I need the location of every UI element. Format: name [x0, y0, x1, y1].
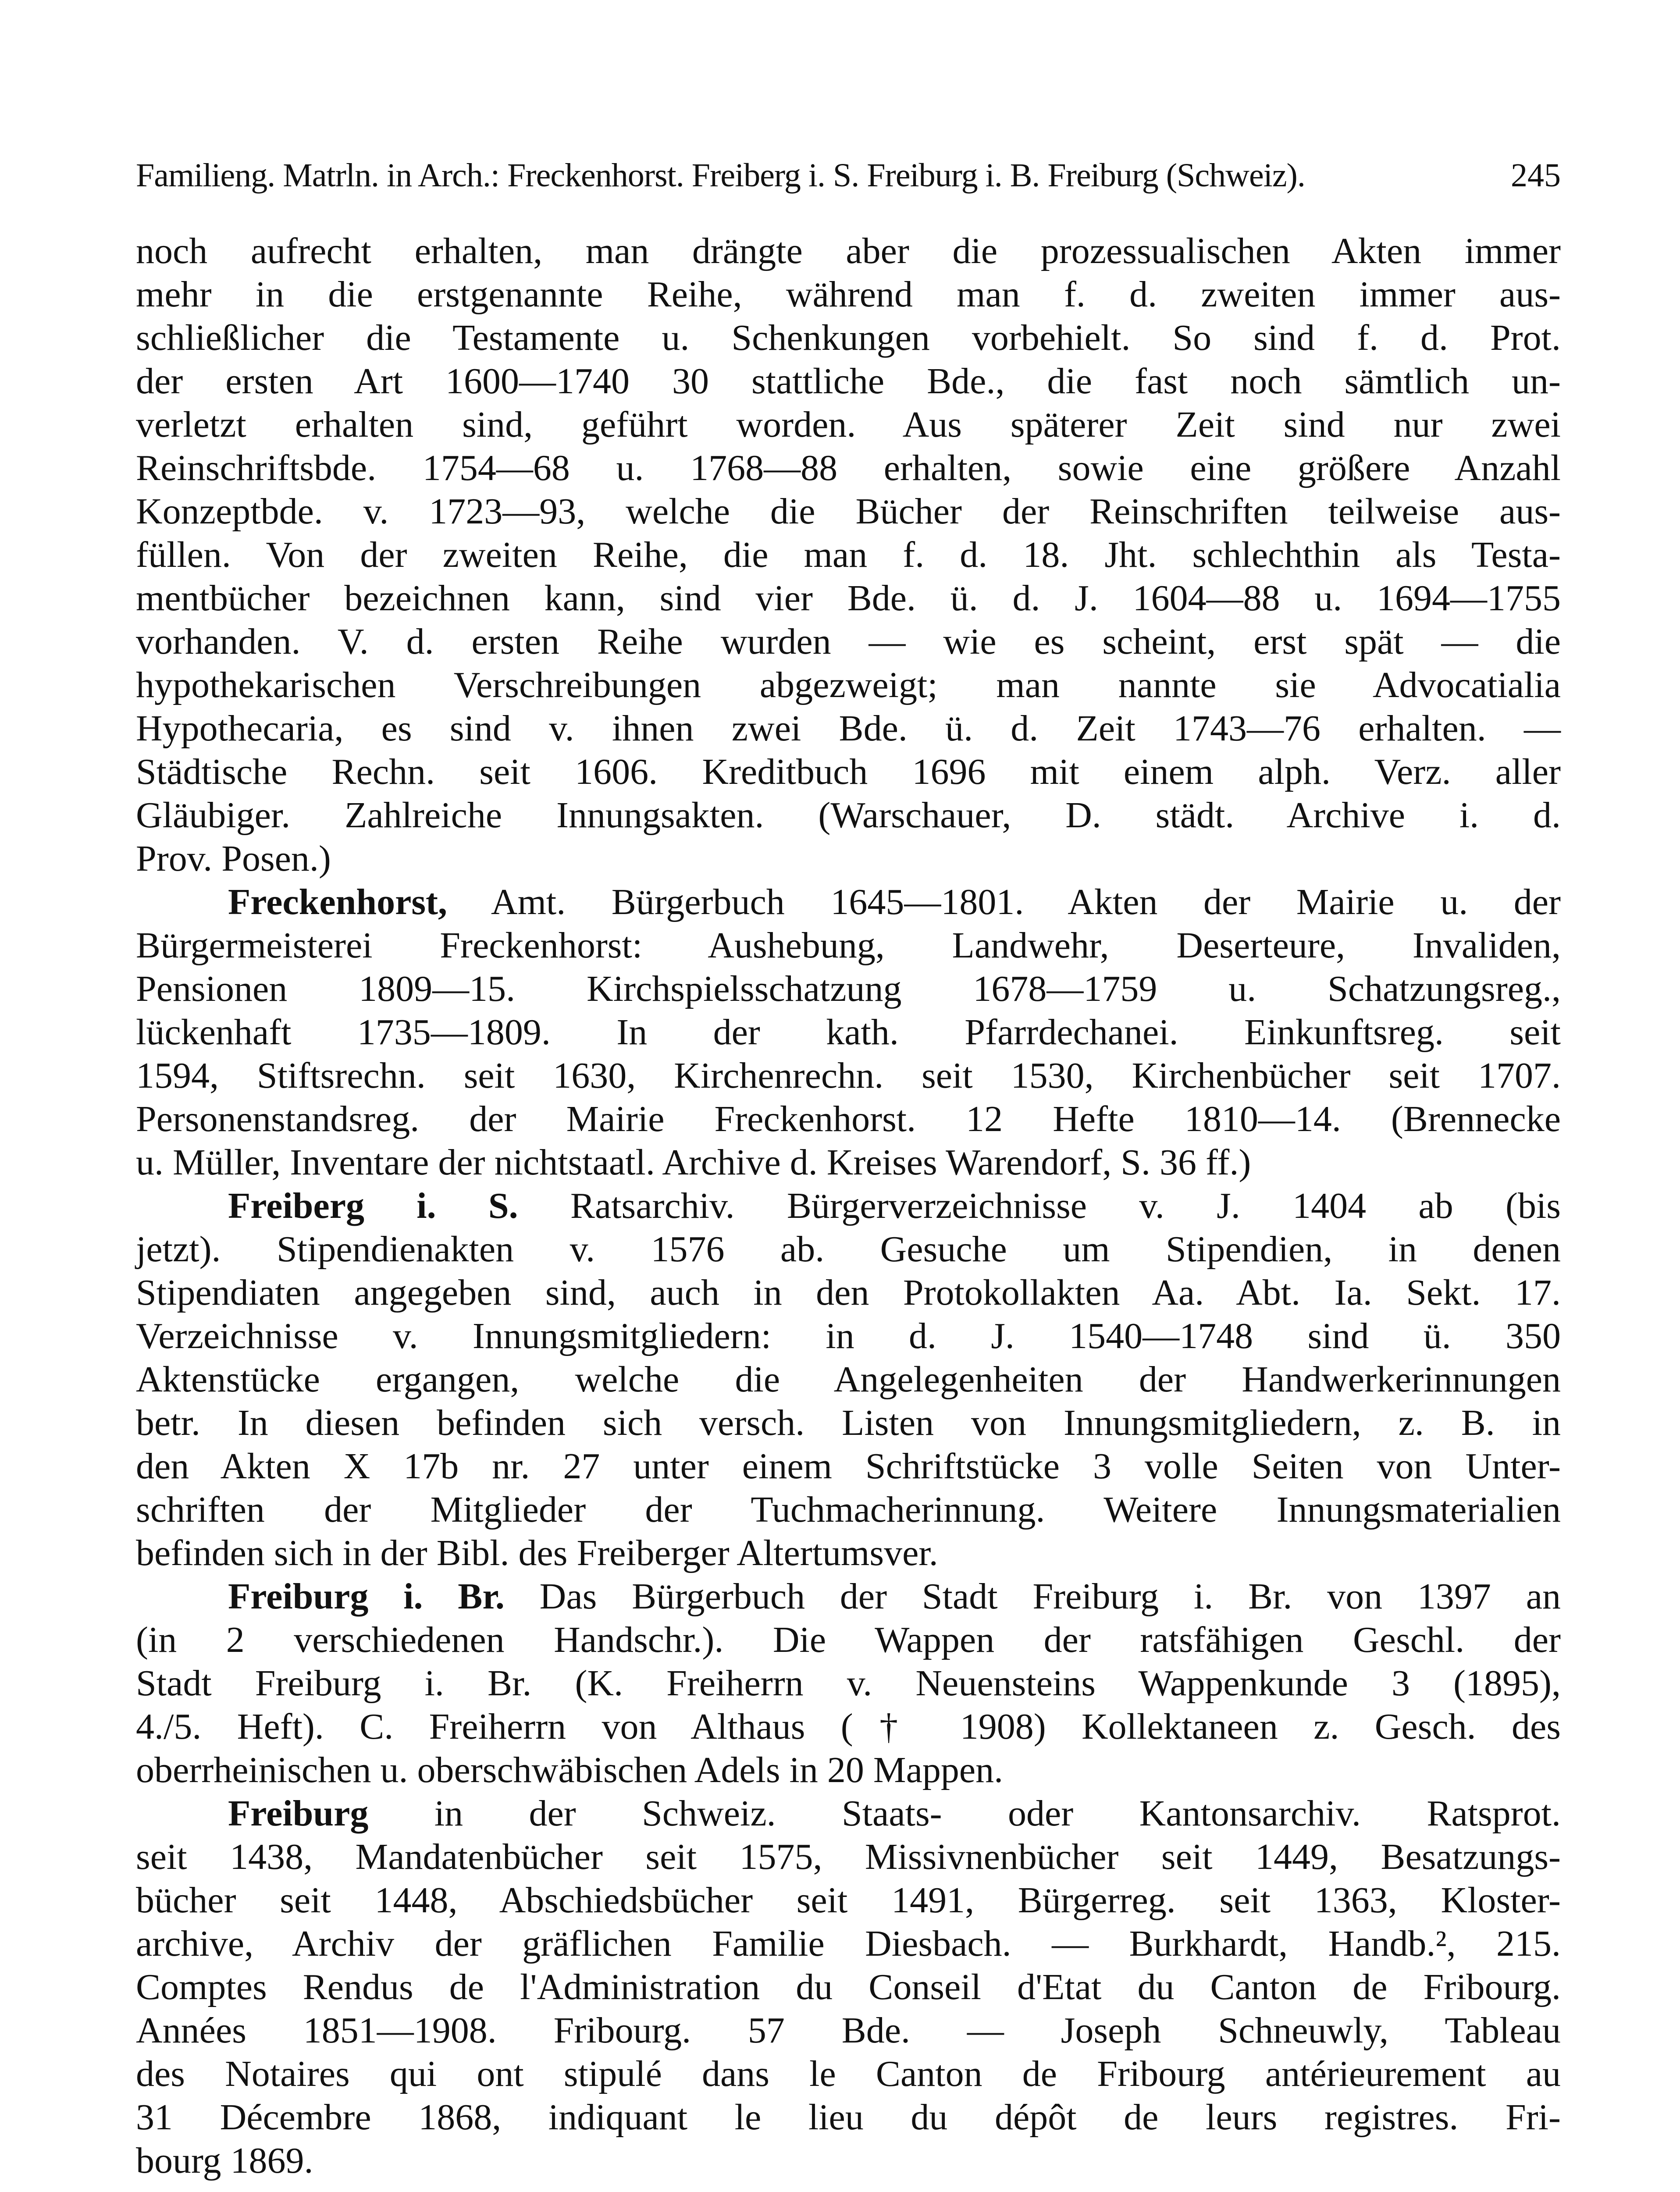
line-text: Personenstandsreg. der Mairie Freckenhorst. 12 Hefte 1810—14. (Brennecke: [136, 1099, 1561, 1139]
text-line: [136, 1965, 1561, 2009]
line-text: Aktenstücke ergangen, welche die Angelegenheiten der Handwerkerinnungen: [136, 1359, 1561, 1400]
text-line: [136, 1835, 1561, 1879]
line-text: den Akten X 17b nr. 27 unter einem Schriftstücke 3 volle Seiten von Unter-: [136, 1446, 1561, 1487]
line-text: mehr in die erstgenannte Reihe, während man f. d. zweiten immer aus-: [136, 274, 1561, 315]
text-line: [136, 1011, 1561, 1054]
text-line: [136, 576, 1561, 620]
text-line: [136, 1792, 1561, 1835]
text-line: [136, 707, 1561, 750]
line-text: Gläubiger. Zahlreiche Innungsakten. (Warschauer, D. städt. Archive i. d.: [136, 795, 1561, 836]
text-line: [136, 316, 1561, 359]
line-text: archive, Archiv der gräflichen Familie Diesbach. — Burkhardt, Handb.², 215.: [136, 1923, 1561, 1964]
paragraph: [136, 1575, 1561, 1792]
line-text: Amt. Bürgerbuch 1645—1801. Akten der Mairie u. der: [447, 882, 1561, 922]
text-line: [136, 229, 1561, 273]
line-text: bourg 1869.: [136, 2140, 313, 2181]
text-line: [136, 1575, 1561, 1618]
text-line: [136, 1314, 1561, 1358]
entry-heading: Freiburg: [228, 1793, 369, 1834]
line-text: seit 1438, Mandatenbücher seit 1575, Missivnenbücher seit 1449, Besatzungs-: [136, 1836, 1561, 1877]
text-line: [136, 2139, 1561, 2182]
line-text: in der Schweiz. Staats- oder Kantonsarchiv. Ratsprot.: [368, 1793, 1561, 1834]
entry-heading: Freiburg i. Br.: [228, 1576, 505, 1617]
line-text: der ersten Art 1600—1740 30 stattliche Bde., die fast noch sämtlich un-: [136, 361, 1561, 402]
text-line: [136, 1054, 1561, 1097]
line-text: Das Bürgerbuch der Stadt Freiburg i. Br. von 1397 an: [504, 1576, 1561, 1617]
line-text: mentbücher bezeichnen kann, sind vier Bde. ü. d. J. 1604—88 u. 1694—1755: [136, 578, 1561, 619]
page-number: 245: [1511, 157, 1561, 194]
paragraph: [136, 1184, 1561, 1575]
text-line: [136, 490, 1561, 533]
text-line: [136, 794, 1561, 837]
line-text: Hypothecaria, es sind v. ihnen zwei Bde. ü. d. Zeit 1743—76 erhalten. —: [136, 708, 1561, 749]
text-line: [136, 1748, 1561, 1792]
line-text: (in 2 verschiedenen Handschr.). Die Wappen der ratsfähigen Geschl. der: [136, 1619, 1561, 1660]
entry-heading: Freckenhorst,: [228, 882, 448, 922]
text-line: [136, 273, 1561, 316]
line-text: Reinschriftsbde. 1754—68 u. 1768—88 erhalten, sowie eine größere Anzahl: [136, 448, 1561, 488]
line-text: bücher seit 1448, Abschiedsbücher seit 1491, Bürgerreg. seit 1363, Kloster-: [136, 1880, 1561, 1921]
line-text: Ratsarchiv. Bürgerverzeichnisse v. J. 1404 ab (bis: [518, 1185, 1561, 1226]
paragraph: [136, 1792, 1561, 2182]
text-line: [136, 403, 1561, 446]
line-text: 4./5. Heft). C. Freiherrn von Althaus († 1908) Kollektaneen z. Gesch. des: [136, 1706, 1561, 1747]
text-line: [136, 620, 1561, 663]
line-text: Stadt Freiburg i. Br. (K. Freiherrn v. Neuensteins Wappenkunde 3 (1895),: [136, 1663, 1561, 1704]
paragraph: [136, 229, 1561, 880]
text-line: [136, 880, 1561, 924]
line-text: schriften der Mitglieder der Tuchmacherinnung. Weitere Innungsmaterialien: [136, 1489, 1561, 1530]
line-text: u. Müller, Inventare der nichtstaatl. Archive d. Kreises Warendorf, S. 36 ff.): [136, 1142, 1251, 1183]
text-line: [136, 1401, 1561, 1445]
text-line: [136, 359, 1561, 403]
line-text: Konzeptbde. v. 1723—93, welche die Bücher der Reinschriften teilweise aus-: [136, 491, 1561, 532]
line-text: verletzt erhalten sind, geführt worden. Aus späterer Zeit sind nur zwei: [136, 404, 1561, 445]
line-text: des Notaires qui ont stipulé dans le Canton de Fribourg antérieurement au: [136, 2053, 1561, 2094]
text-line: [136, 1141, 1561, 1184]
line-text: vorhanden. V. d. ersten Reihe wurden — wie es scheint, erst spät — die: [136, 621, 1561, 662]
line-text: schließlicher die Testamente u. Schenkungen vorbehielt. So sind f. d. Prot.: [136, 317, 1561, 358]
paragraph: [136, 880, 1561, 1184]
text-line: [136, 967, 1561, 1011]
text-line: [136, 1662, 1561, 1705]
text-line: [136, 1184, 1561, 1228]
line-text: Pensionen 1809—15. Kirchspielsschatzung 1678—1759 u. Schatzungsreg.,: [136, 968, 1561, 1009]
text-line: [136, 2052, 1561, 2096]
text-line: [136, 837, 1561, 880]
text-line: [136, 750, 1561, 794]
text-line: [136, 1358, 1561, 1401]
text-line: [136, 924, 1561, 967]
line-text: 31 Décembre 1868, indiquant le lieu du dépôt de leurs registres. Fri-: [136, 2097, 1561, 2138]
text-line: [136, 1531, 1561, 1575]
text-line: [136, 446, 1561, 490]
line-text: hypothekarischen Verschreibungen abgezweigt; man nannte sie Advocatialia: [136, 665, 1561, 705]
text-line: [136, 533, 1561, 576]
line-text: Verzeichnisse v. Innungsmitgliedern: in d. J. 1540—1748 sind ü. 350: [136, 1316, 1561, 1356]
line-text: Années 1851—1908. Fribourg. 57 Bde. — Joseph Schneuwly, Tableau: [136, 2010, 1561, 2051]
text-line: [136, 1228, 1561, 1271]
text-line: [136, 1488, 1561, 1531]
line-text: Bürgermeisterei Freckenhorst: Aushebung, Landwehr, Deserteure, Invaliden,: [136, 925, 1561, 966]
line-text: jetzt). Stipendienakten v. 1576 ab. Gesuche um Stipendien, in denen: [136, 1229, 1561, 1270]
text-line: [136, 1618, 1561, 1662]
line-text: Prov. Posen.): [136, 838, 331, 879]
line-text: Stipendiaten angegeben sind, auch in den Protokollakten Aa. Abt. Ia. Sekt. 17.: [136, 1272, 1561, 1313]
running-title: Familieng. Matrln. in Arch.: Freckenhorst. Freiberg i. S. Freiburg i. B. Freiburg (Schweiz).: [136, 157, 1305, 194]
text-line: [136, 2096, 1561, 2139]
text-line: [136, 1097, 1561, 1141]
text-line: [136, 1271, 1561, 1314]
text-line: [136, 2009, 1561, 2052]
line-text: 1594, Stiftsrechn. seit 1630, Kirchenrechn. seit 1530, Kirchenbücher seit 1707.: [136, 1055, 1561, 1096]
text-line: [136, 1705, 1561, 1748]
line-text: Städtische Rechn. seit 1606. Kreditbuch 1696 mit einem alph. Verz. aller: [136, 751, 1561, 792]
text-line: [136, 1922, 1561, 1965]
text-line: [136, 663, 1561, 707]
page-header: [136, 153, 1561, 197]
line-text: betr. In diesen befinden sich versch. Listen von Innungsmitgliedern, z. B. in: [136, 1402, 1561, 1443]
line-text: noch aufrecht erhalten, man drängte aber die prozessualischen Akten immer: [136, 231, 1561, 271]
entry-heading: Freiberg i. S.: [228, 1185, 518, 1226]
line-text: oberrheinischen u. oberschwäbischen Adels in 20 Mappen.: [136, 1750, 1004, 1790]
line-text: Comptes Rendus de l'Administration du Conseil d'Etat du Canton de Fribourg.: [136, 1967, 1561, 2007]
body-text: [136, 229, 1561, 2182]
line-text: füllen. Von der zweiten Reihe, die man f. d. 18. Jht. schlechthin als Testa-: [136, 534, 1561, 575]
line-text: befinden sich in der Bibl. des Freiberger Altertumsver.: [136, 1533, 938, 1573]
text-line: [136, 1445, 1561, 1488]
line-text: lückenhaft 1735—1809. In der kath. Pfarrdechanei. Einkunftsreg. seit: [136, 1012, 1561, 1053]
text-line: [136, 1879, 1561, 1922]
